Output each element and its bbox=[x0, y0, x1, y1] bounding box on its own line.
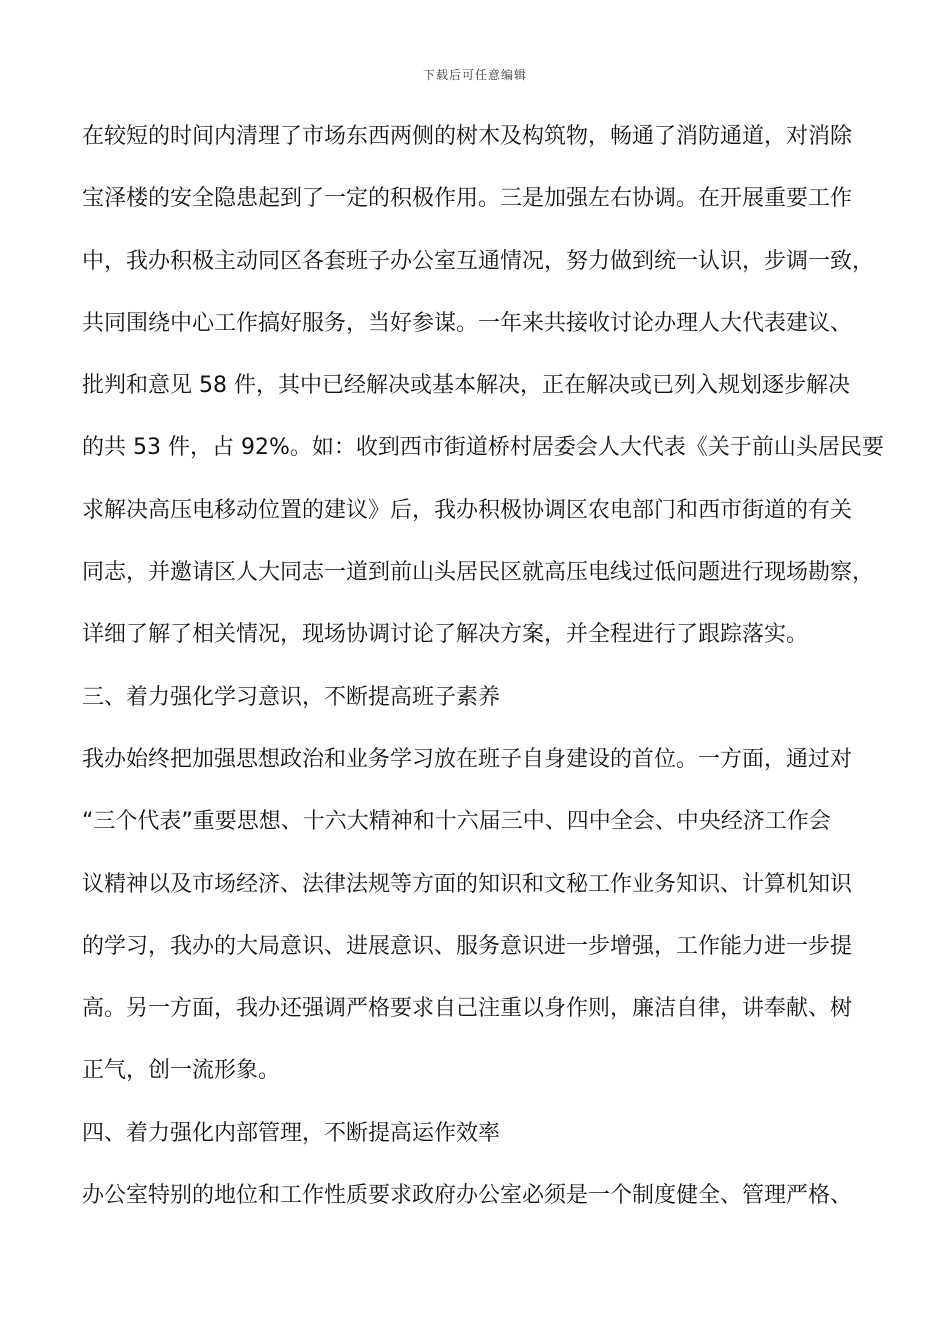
text-line: 同志，并邀请区人大同志一道到前山头居民区就高压电线过低问题进行现场勘察， bbox=[82, 560, 875, 586]
section-heading: 三、着力强化学习意识，不断提高班子素养 bbox=[82, 684, 501, 710]
text-line: 求解决高压电移动位置的建议》后，我办积极协调区农电部门和西市街道的有关 bbox=[82, 497, 853, 523]
text-line: 宝泽楼的安全隐患起到了一定的积极作用。三是加强左右协调。在开展重要工作 bbox=[82, 186, 853, 212]
text-line: 正气，创一流形象。 bbox=[82, 1058, 281, 1084]
text-line: “三个代表”重要思想、十六大精神和十六届三中、四中全会、中央经济工作会 bbox=[82, 809, 831, 835]
text-line: 的共 53 件，占 92%。如：收到西市街道桥村居委会人大代表《关于前山头居民要 bbox=[82, 435, 884, 461]
page-header: 下载后可任意编辑 bbox=[422, 68, 527, 82]
text-line: 我办始终把加强思想政治和业务学习放在班子自身建设的首位。一方面，通过对 bbox=[82, 746, 853, 772]
document-body bbox=[82, 117, 882, 1238]
text-line: 批判和意见 58 件，其中已经解决或基本解决，正在解决或已列入规划逐步解决 bbox=[82, 373, 850, 399]
text-line: 在较短的时间内清理了市场东西两侧的树木及构筑物，畅通了消防通道，对消除 bbox=[82, 124, 853, 149]
text-line: 共同围绕中心工作搞好服务，当好参谋。一年来共接收讨论办理人大代表建议、 bbox=[82, 310, 853, 336]
text-line: 的学习，我办的大局意识、进展意识、服务意识进一步增强，工作能力进一步提 bbox=[82, 933, 853, 959]
text-line: 高。另一方面，我办还强调严格要求自己注重以身作则，廉洁自律，讲奉献、树 bbox=[82, 996, 853, 1022]
text-line: 办公室特别的地位和工作性质要求政府办公室必须是一个制度健全、管理严格、 bbox=[82, 1183, 853, 1209]
text-line: 中，我办积极主动同区各套班子办公室互通情况，努力做到统一认识，步调一致， bbox=[82, 248, 875, 274]
text-line: 议精神以及市场经济、法律法规等方面的知识和文秘工作业务知识、计算机知识 bbox=[82, 871, 853, 897]
section-heading: 四、着力强化内部管理，不断提高运作效率 bbox=[82, 1120, 501, 1146]
text-line: 详细了解了相关情况，现场协调讨论了解决方案，并全程进行了跟踪落实。 bbox=[82, 622, 809, 648]
